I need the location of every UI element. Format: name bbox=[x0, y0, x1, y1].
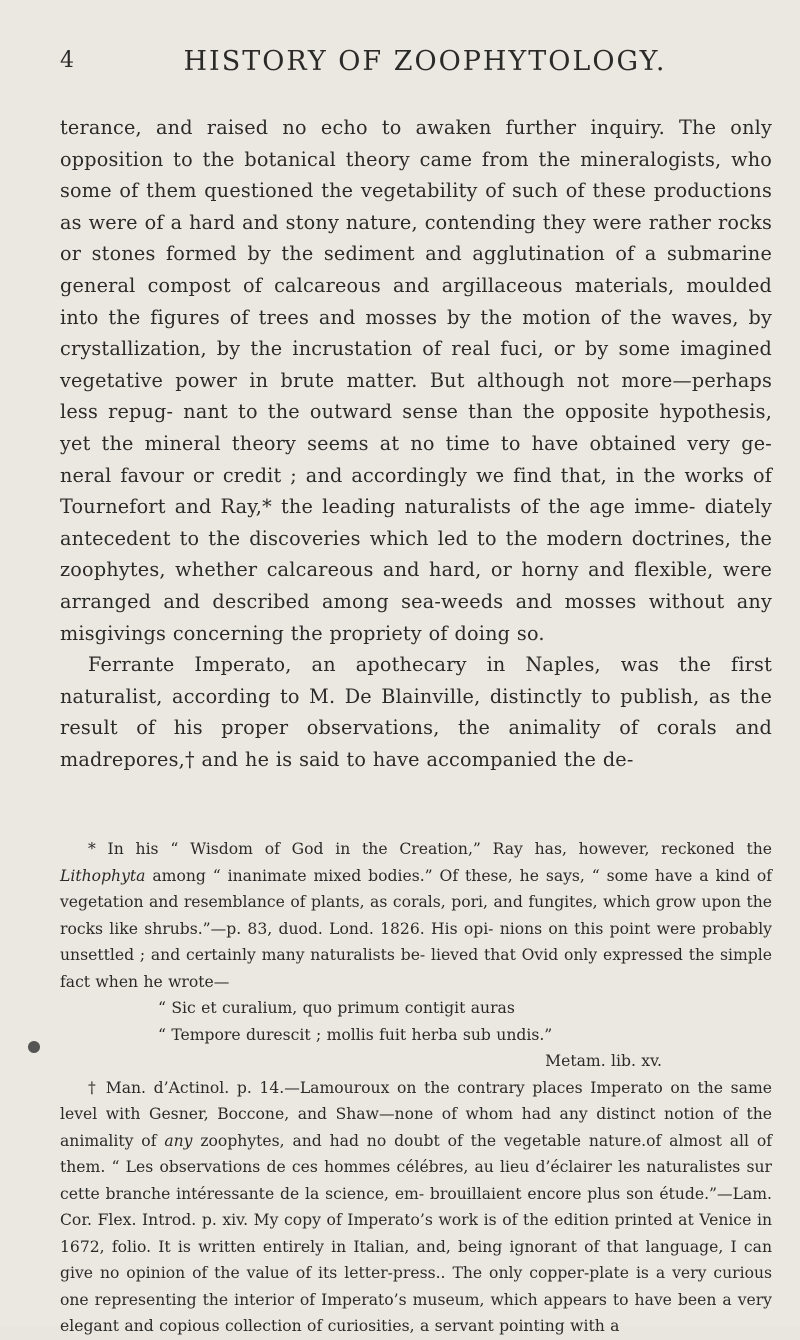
paragraph-1: terance, and raised no echo to awaken further inquiry. The only opposition to the botanical theory came from the mineralogists, who some of them questioned the vegetability of such of these productions as were of a hard and stony nature, contending they were rather rocks or stones formed by the sediment and agglutination of a submarine general compost of calcareous and argillaceous materials, moulded into the figures of trees and mosses by the motion of the waves, by crystallization, by the incrustation of real fuci, or by some imagined vegetative power in brute matter. But although not more—perhaps less repug- nant to the outward sense than the opposite hypothesis, yet the mineral theory seems at no time to have obtained very ge- neral favour or credit ; and accordingly we find that, in the works of Tournefort and Ray,* the leading naturalists of the age imme- diately antecedent to the discoveries which led to the modern doctrines, the zoophytes, whether calcareous and hard, or horny and flexible, were arranged and described among sea-weeds and mosses without any misgivings concerning the propriety of doing so. bbox=[60, 116, 772, 645]
footnote-actinol-italic: any bbox=[164, 1131, 193, 1150]
running-title: HISTORY OF ZOOPHYTOLOGY. bbox=[183, 46, 667, 77]
verse-line-1: “ Sic et curalium, quo primum contigit auras bbox=[158, 999, 515, 1017]
footnotes bbox=[60, 836, 772, 1340]
ink-spot bbox=[28, 1041, 40, 1053]
footnote-actinol-b: zoophytes, and had no doubt of the vegetable nature.of almost all of them. “ Les observations de ces hommes célébres, au lieu d’éclairer les naturalistes sur cette branche intéressante de la science, em- brouillaient encore plus son étude.”—Lam. Cor. Flex. Introd. p. xiv. My copy of Imperato’s work is of the edition printed at Venice in 1672, folio. It is written entirely in Italian, and, being ignorant of that language, I can give no opinion of the value of its letter-press.. The only copper-plate is a very curious one representing the interior of Imperato’s museum, which appears to have been a very elegant and copious collection of curiosities, a servant pointing with a bbox=[60, 1131, 772, 1335]
verse-line-2: “ Tempore durescit ; mollis fuit herba sub undis.” bbox=[158, 1025, 553, 1044]
footnote-ray bbox=[60, 836, 772, 995]
footnote-ray-rest: among “ inanimate mixed bodies.” Of these, he says, “ some have a kind of vegetation and resemblance of plants, as corals, pori, and fungites, which grow upon the rocks like shrubs.”—p. 83, duod. Lond. 1826. His opi- nions on this point were probably unsettled ; and certainly many naturalists be- lieved that Ovid only expressed the simple fact when he wrote— bbox=[60, 866, 772, 991]
footnote-actinol-a: † Man. d’Actinol. p. 14.—Lamouroux on the contrary places Imperato on the same level with Gesner, Boccone, and Shaw—none of whom had any distinct notion of the animality of bbox=[60, 1078, 772, 1150]
paragraph-2: Ferrante Imperato, an apothecary in Naples, was the first naturalist, according to M. De Blainville, distinctly to publish, as the result of his proper observations, the animality of corals and madrepores,† and he is said to have accompanied the de- bbox=[60, 653, 772, 771]
page-header bbox=[60, 46, 790, 86]
main-text bbox=[60, 112, 772, 775]
page-number: 4 bbox=[60, 48, 75, 73]
footnote-actinol bbox=[60, 1075, 772, 1340]
verse-source: Metam. lib. xv. bbox=[545, 1052, 662, 1070]
footnote-ray-italic: Lithophyta bbox=[60, 866, 146, 885]
footnote-ray-lead: * In his “ Wisdom of God in the Creation,” Ray has, however, reckoned the bbox=[88, 840, 772, 858]
